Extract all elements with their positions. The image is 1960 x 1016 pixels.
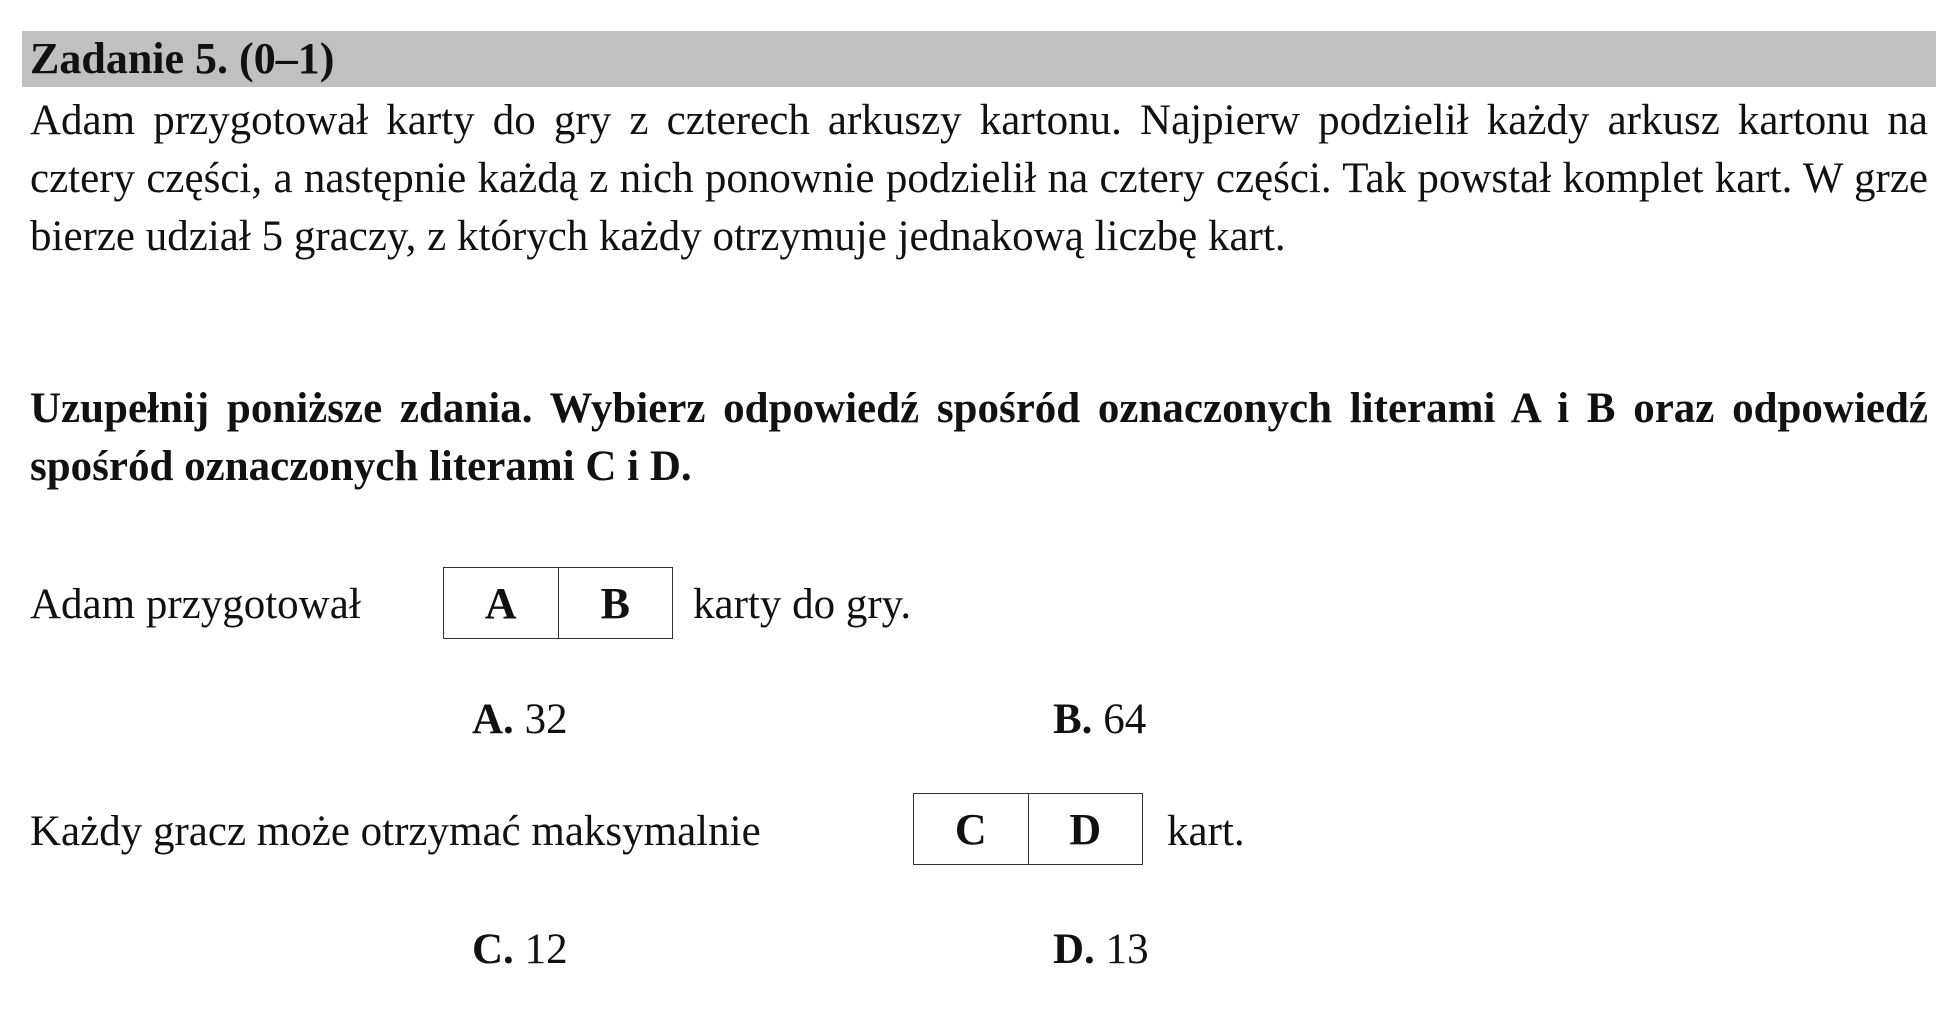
option-d-letter: D. bbox=[1053, 926, 1095, 973]
option-b-letter: B. bbox=[1053, 696, 1093, 743]
option-a-value: 32 bbox=[524, 696, 568, 743]
option-c-value: 12 bbox=[524, 926, 568, 973]
option-b-value: 64 bbox=[1103, 696, 1147, 743]
option-d bbox=[1053, 920, 1149, 980]
answer-choice-b[interactable]: B bbox=[558, 568, 673, 638]
option-b bbox=[1053, 690, 1146, 750]
option-a bbox=[472, 690, 568, 750]
sentence-2-end: kart. bbox=[1167, 808, 1245, 855]
option-d-value: 13 bbox=[1105, 926, 1149, 973]
answer-choice-d[interactable]: D bbox=[1028, 794, 1143, 864]
task-instruction: Uzupełnij poniższe zdania. Wybierz odpowiedź spośród oznaczonych literami A i B oraz odpowiedź spośród oznaczonych literami C i D. bbox=[30, 385, 1928, 490]
task-intro-text: Adam przygotował karty do gry z czterech arkuszy kartonu. Najpierw podzielił każdy arkusz kartonu na cztery części, a następnie każdą z nich ponownie podzielił na cztery części. Tak powstał komplet kart. W grze bierze udział 5 graczy, z których każdy otrzymuje jednakową liczbę kart. bbox=[30, 97, 1928, 260]
answer-choice-c[interactable]: C bbox=[954, 804, 987, 854]
option-c-letter: C. bbox=[472, 926, 514, 973]
task-title: Zadanie 5. (0–1) bbox=[30, 34, 335, 83]
answer-box-ab bbox=[443, 567, 673, 639]
sentence-1-end: karty do gry. bbox=[693, 581, 912, 628]
answer-choice-a[interactable]: A bbox=[484, 578, 517, 628]
option-a-letter: A. bbox=[472, 696, 514, 743]
sentence-1-start: Adam przygotował bbox=[30, 581, 361, 628]
sentence-2-start: Każdy gracz może otrzymać maksymalnie bbox=[30, 808, 761, 855]
option-c bbox=[472, 920, 568, 980]
answer-box-cd bbox=[913, 793, 1143, 865]
